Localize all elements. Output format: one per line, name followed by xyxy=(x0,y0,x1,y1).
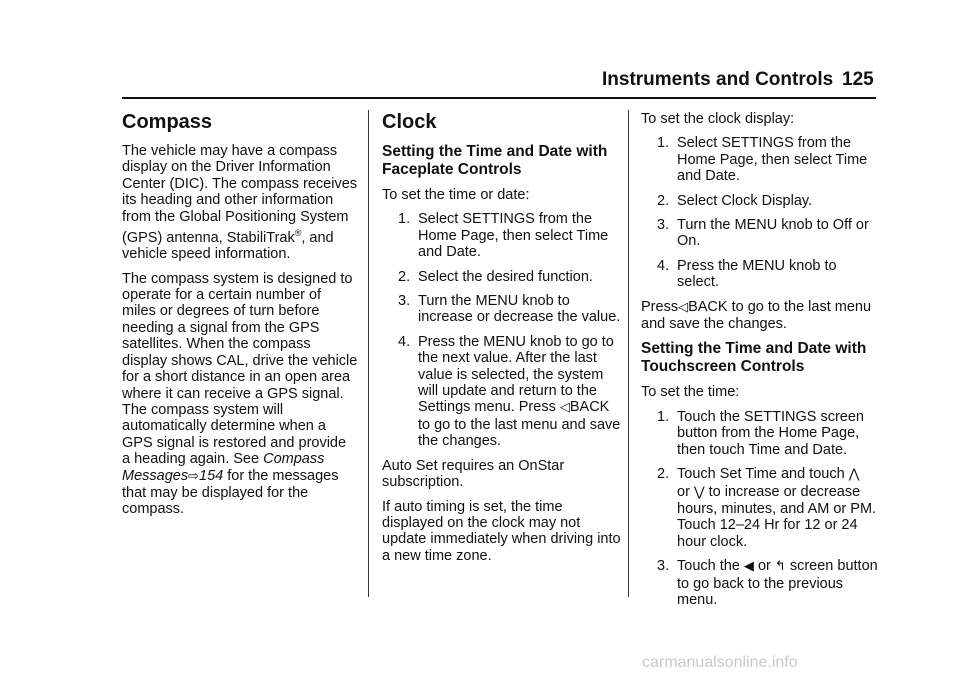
faceplate-heading: Setting the Time and Date with Faceplate Controls xyxy=(382,143,608,178)
faceplate-intro: To set the time or date: xyxy=(382,187,530,203)
list-item: 3. Turn the MENU knob to increase or decrease the value. xyxy=(398,293,621,326)
return-arrow-icon: ↰ xyxy=(774,559,786,575)
touch-intro: To set the time: xyxy=(641,384,740,401)
back-triangle-icon: ◁ xyxy=(559,400,570,416)
list-item: 1. Select SETTINGS from the Home Page, then select Time and Date. xyxy=(398,211,609,261)
display-steps xyxy=(641,135,879,290)
column-divider xyxy=(368,110,369,597)
display-back-note: Press◁BACK to go to the last menu and save the changes. xyxy=(641,298,872,333)
column-divider xyxy=(628,110,629,597)
down-arrow-icon: ⋁ xyxy=(693,484,705,500)
header-rule xyxy=(122,97,876,99)
list-item: 1. Touch the SETTINGS screen button from the Home Page, then touch Time and Date. xyxy=(657,408,864,458)
list-item: 3. Touch the ◀ or ↰ screen button to go back to the previous menu. xyxy=(657,558,878,608)
faceplate-steps xyxy=(382,211,622,449)
page-number: 125 xyxy=(842,69,874,90)
display-intro: To set the clock display: xyxy=(641,111,795,127)
list-item: 3. Turn the MENU knob to Off or On. xyxy=(657,217,869,250)
watermark: carmanualsonline.info xyxy=(642,654,798,671)
back-arrow-icon: ◀ xyxy=(743,559,754,575)
clock-column xyxy=(382,111,622,572)
list-item: 2. Select the desired function. xyxy=(398,268,593,285)
compass-title: Compass xyxy=(122,111,213,133)
clock-title: Clock xyxy=(382,111,437,133)
list-item: 2. Touch Set Time and touch ⋀ or ⋁ to increase or decrease hours, minutes, and AM or PM. Touch 12–24 Hr for 12 or 24 hour clock. xyxy=(657,466,877,550)
onstar-note: Auto Set requires an OnStar subscription. xyxy=(382,457,565,491)
back-triangle-icon: ◁ xyxy=(678,299,689,315)
compass-paragraph: The vehicle may have a compass display on the Driver Information Center (DIC). The compass receives its heading and other information from the Global Positioning System (GPS) antenna, StabiliTrak®, and vehicle speed information. xyxy=(122,143,358,263)
compass-column xyxy=(122,111,358,526)
section-title: Instruments and Controls xyxy=(602,69,834,90)
auto-timing-note: If auto timing is set, the time displayed on the clock may not update immediately when driving into a new time zone. xyxy=(382,498,621,564)
compass-messages-link[interactable]: Compass Messages xyxy=(122,451,325,484)
list-item: 4. Press the MENU knob to select. xyxy=(657,257,837,291)
list-item: 4. Press the MENU knob to go to the next value. After the last value is selected, the system will update and return to the Settings menu. Press ◁BACK to go to the last menu and save the changes. xyxy=(398,333,621,450)
list-item: 1. Select SETTINGS from the Home Page, then select Time and Date. xyxy=(657,135,868,185)
clock-column-continued xyxy=(641,111,879,616)
page-ref-icon: ⇨ xyxy=(188,468,199,484)
list-item: 2. Select Clock Display. xyxy=(657,192,813,209)
up-arrow-icon: ⋀ xyxy=(848,467,860,483)
touch-steps xyxy=(641,409,879,608)
touchscreen-heading: Setting the Time and Date with Touchscreen Controls xyxy=(641,340,867,376)
compass-paragraph: The compass system is designed to operate for a certain number of miles or degrees of turn before needing a signal from the GPS satellites. When the compass display shows CAL, drive the vehicle for a short distance in an open area where it can receive a GPS signal. The compass system will automatically determine when a GPS signal is restored and provide a heading again. See Compass Messages⇨154 for the messages that may be displayed for the compass. xyxy=(122,270,358,518)
